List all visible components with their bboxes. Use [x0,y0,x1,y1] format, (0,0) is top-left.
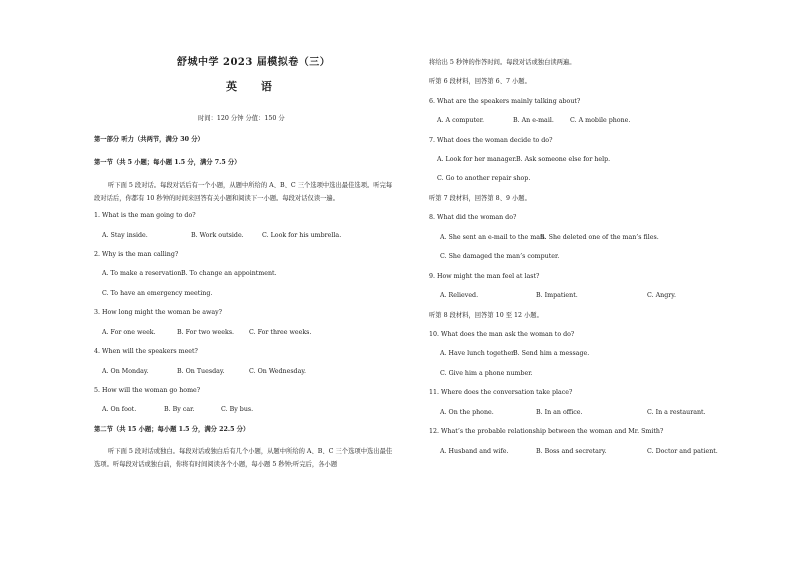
q7-option-b: B. Ask someone else for help. [516,156,611,163]
q6-option-b: B. An e-mail. [513,117,554,124]
q10-option-a: A. Have lunch together. [440,350,516,357]
q5-option-a: A. On foot. [102,406,137,413]
q9-option-c: C. Angry. [647,292,676,299]
section2-heading: 第二节（共 15 小题；每小题 1.5 分，满分 22.5 分） [94,426,250,433]
q12-option-c: C. Doctor and patient. [647,448,718,455]
q3-option-b: B. For two weeks. [177,329,235,336]
q10-option-c: C. Give him a phone number. [440,370,533,377]
q11-option-c: C. In a restaurant. [647,409,706,416]
q11-option-b: B. In an office. [536,409,583,416]
q1-option-b: B. Work outside. [191,232,244,239]
material-8: 听第 8 段材料，回答第 10 至 12 小题。 [429,312,543,319]
q8-option-c: C. She damaged the man’s computer. [440,253,560,260]
question-12: 12. What’s the probable relationship between the woman and Mr. Smith? [429,428,664,435]
section2-instructions-cont: 将给出 5 秒钟的作答时间。每段对话或独白读两遍。 [429,59,576,66]
material-6: 听第 6 段材料，回答第 6、7 小题。 [429,78,531,85]
question-2: 2. Why is the man calling? [94,251,179,258]
exam-title: 舒城中学 2023 届模拟卷（三） [177,57,331,68]
q9-option-b: B. Impatient. [536,292,578,299]
question-5: 5. How will the woman go home? [94,387,201,394]
question-8: 8. What did the woman do? [429,214,517,221]
question-6: 6. What are the speakers mainly talking about? [429,98,581,105]
question-3: 3. How long might the woman be away? [94,309,223,316]
q12-option-a: A. Husband and wife. [440,448,509,455]
material-7: 听第 7 段材料，回答第 8、9 小题。 [429,195,531,202]
q7-option-c: C. Go to another repair shop. [437,175,531,182]
q4-option-b: B. On Tuesday. [177,368,225,375]
q2-option-c: C. To have an emergency meeting. [102,290,213,297]
q5-option-c: C. By bus. [221,406,254,413]
q6-option-a: A. A computer. [437,117,485,124]
part1-heading: 第一部分 听力（共两节，满分 30 分） [94,136,204,143]
q8-option-b: B. She deleted one of the man’s files. [540,234,659,241]
q7-option-a: A. Look for her manager. [437,156,517,163]
question-4: 4. When will the speakers meet? [94,348,198,355]
q3-option-c: C. For three weeks. [249,329,312,336]
q8-option-a: A. She sent an e-mail to the man. [440,234,547,241]
q9-option-a: A. Relieved. [440,292,479,299]
question-1: 1. What is the man going to do? [94,212,196,219]
question-11: 11. Where does the conversation take place? [429,389,573,396]
q12-option-b: B. Boss and secretary. [536,448,607,455]
q10-option-b: B. Send him a message. [513,350,590,357]
q2-option-a: A. To make a reservation. [102,270,184,277]
q11-option-a: A. On the phone. [440,409,494,416]
q6-option-c: C. A mobile phone. [570,117,631,124]
q5-option-b: B. By car. [164,406,195,413]
question-7: 7. What does the woman decide to do? [429,137,553,144]
q4-option-a: A. On Monday. [102,368,149,375]
q1-option-a: A. Stay inside. [102,232,148,239]
q1-option-c: C. Look for his umbrella. [262,232,342,239]
q3-option-a: A. For one week. [102,329,156,336]
q2-option-b: B. To change an appointment. [181,270,277,277]
question-10: 10. What does the man ask the woman to do? [429,331,575,338]
time-score: 时间：120 分钟 分值：150 分 [198,115,285,122]
question-9: 9. How might the man feel at last? [429,273,540,280]
q4-option-c: C. On Wednesday. [249,368,307,375]
section2-instructions: 听下面 5 段对话或独白。每段对话或独白后有几个小题，从题中所给的 A、B、C 三个选项中选出最佳选项。听每段对话或独白前，你将有时间阅读各个小题，每小题 5 秒钟;听完后，各小题 [94,448,393,468]
section1-instructions: 听下面 5 段对话。每段对话后有一个小题，从题中所给的 A、B、C 三个选项中选出最佳选项。听完每段对话后，你都有 10 秒钟的时间来回答有关小题和阅读下一小题。每段对话仅读一遍。 [94,182,393,202]
subject-title: 英 语 [226,80,282,93]
section1-heading: 第一节（共 5 小题；每小题 1.5 分，满分 7.5 分） [94,159,241,166]
